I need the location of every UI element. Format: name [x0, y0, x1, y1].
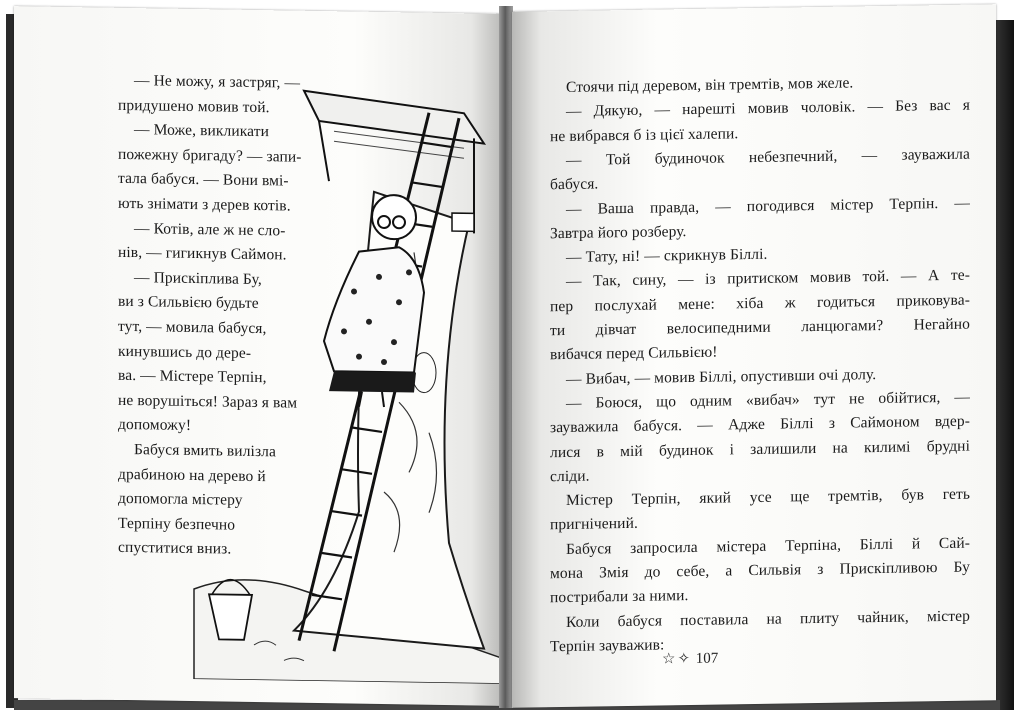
text-line: — Тату, ні! — скрикнув Біллі.: [566, 245, 768, 267]
text-line: тут, — мовила бабуся,: [118, 317, 267, 338]
text-line: Бабуся вмить вилізла: [134, 441, 276, 461]
page-number: 107: [695, 650, 719, 667]
text-line: Терпіну безпечно: [118, 514, 236, 534]
right-page: [512, 4, 996, 708]
book-gutter: [499, 6, 513, 708]
text-line: ва. — Містере Терпін,: [118, 367, 267, 387]
text-line: не вибрався б із цієї халепи.: [550, 124, 739, 145]
text-line: — Дякую, — нарешті мовив чоловік. — Без вас я: [566, 96, 970, 121]
page-footer: [662, 649, 718, 669]
text-line: пострибали за ними.: [550, 587, 689, 607]
text-line: пер послухай мене: хіба ж годиться приковува-: [550, 291, 970, 315]
text-line: Стоячи під деревом, він тремтів, мов желе.: [566, 74, 854, 96]
text-line: Містер Терпін, який усе ще тремтів, був геть: [566, 485, 970, 510]
text-line: — Боюся, що одним «вибач» тут не обійтися, —: [566, 388, 970, 412]
text-line: драбиною на дерево й: [118, 465, 266, 485]
text-line: Завтра його розберу.: [550, 222, 687, 243]
text-line: пригнічений.: [550, 515, 638, 534]
text-line: мона Змія до себе, а Сильвія з Прискіпливою Бу: [550, 558, 970, 583]
text-line: ють знімати з дерев котів.: [118, 194, 291, 215]
text-line: ти дівчат велосипедними ланцюгами? Негайно: [550, 315, 970, 340]
text-line: — Так, сину, — із притиском мовив той. — А те-: [566, 266, 970, 291]
text-line: Бабуся запросила містера Терпіна, Біллі й Сай-: [566, 534, 970, 558]
text-line: пожежну бригаду? — запи-: [118, 145, 302, 166]
text-line: — Той будиночок небезпечний, — зауважила: [566, 145, 970, 169]
text-line: вибачся перед Сильвією!: [550, 343, 718, 364]
text-line: сліди.: [550, 467, 590, 486]
text-line: допоможу!: [118, 416, 192, 435]
text-line: допомогла містеру: [118, 490, 243, 509]
text-line: — Ваша правда, — погодився містер Терпін. —: [566, 194, 970, 218]
text-line: Терпін зауважив:: [550, 636, 665, 656]
stars-icon: ☆✧: [662, 650, 693, 668]
text-line: — Вибач, — мовив Біллі, опустивши очі долу.: [566, 365, 877, 388]
text-line: не ворушіться! Зараз я вам: [118, 391, 298, 412]
left-page-text: [14, 6, 500, 558]
text-line: зауважила бабуся. — Адже Біллі з Саймоном вдер-: [550, 412, 970, 437]
left-page: [14, 6, 500, 706]
text-line: тала бабуся. — Вони вмі-: [118, 170, 289, 190]
text-line: нів, — гигикнув Саймон.: [118, 244, 287, 264]
text-line: — Не можу, я застряг, —: [134, 72, 301, 92]
right-page-text: [512, 4, 996, 656]
text-line: — Прискіплива Бу,: [134, 268, 262, 288]
text-line: Коли бабуся поставила на плиту чайник, містер: [566, 607, 970, 631]
text-line: бабуся.: [550, 175, 599, 194]
text-line: — Котів, але ж не сло-: [134, 219, 286, 240]
text-line: лися в мій будинок і залишили на килимі брудні: [550, 437, 970, 461]
ladder-tree-grandma-illustration: [184, 69, 500, 684]
text-line: кинувшись до дере-: [118, 342, 252, 362]
text-line: спуститися вниз.: [118, 539, 232, 558]
text-line: придушено мовив той.: [118, 96, 270, 116]
text-line: — Може, викликати: [134, 121, 269, 141]
text-line: ви з Сильвією будьте: [118, 293, 259, 313]
